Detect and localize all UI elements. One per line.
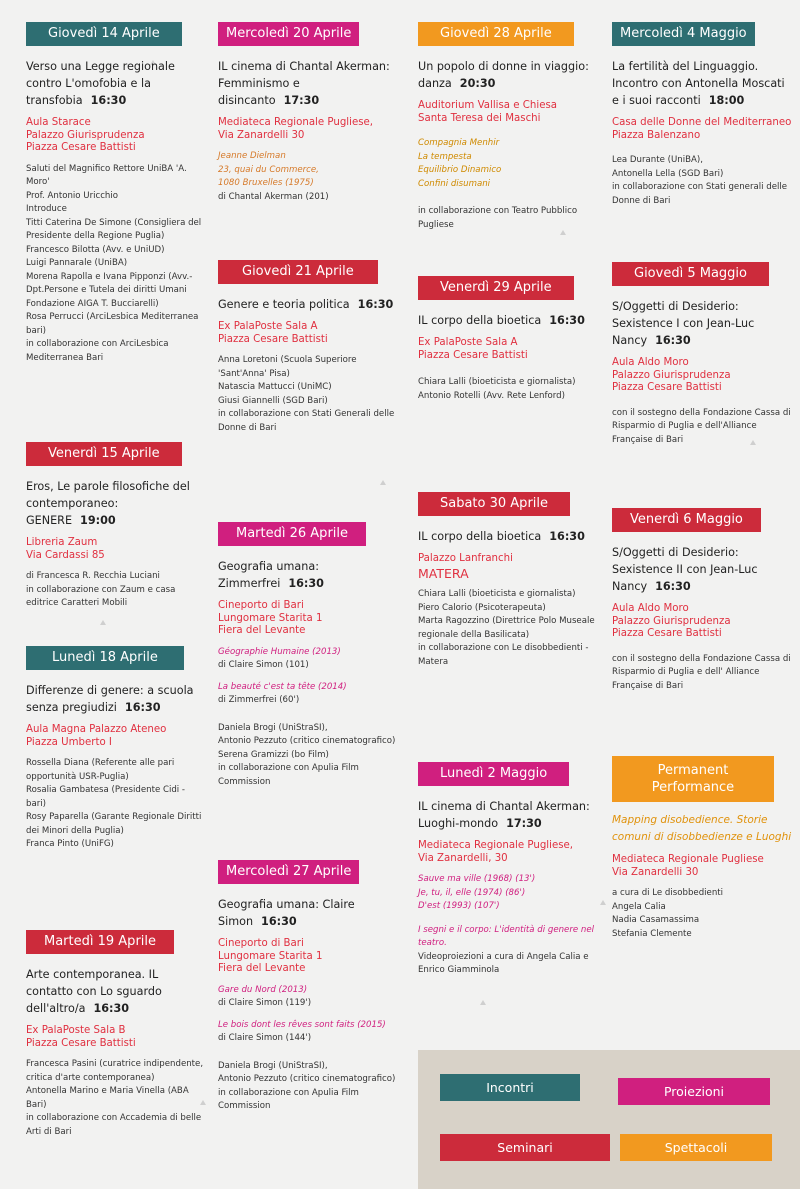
event-venue: Ex PalaPoste Sala B Piazza Cesare Battisti [26,1025,136,1049]
event-body: di Zimmerfrei (60') [218,695,300,705]
event-card [418,740,598,978]
event-body: Chiara Lalli (bioeticista e giornalista) Piero Calorio (Psicoterapeuta) Marta Ragozzino (Direttrice Polo Museale regionale della Basilicata) in collaborazione con Le disobbedienti - Matera [418,589,595,667]
event-venue: Mediateca Regionale Pugliese Via Zanardelli 30 [612,854,764,878]
event-body: Chiara Lalli (bioeticista e giornalista) Antonio Rotelli (Avv. Rete Lenford) [418,377,576,401]
event-title: Geografia umana: Zimmerfrei 16:30 [218,560,324,590]
event-body: Lea Durante (UniBA), Antonella Lella (SGD Bari) in collaborazione con Stati generali delle Donne di Bari [612,155,788,206]
event-date: Mercoledì 27 Aprile [218,860,359,884]
event-date: Venerdì 29 Aprile [418,276,574,300]
event-date: Martedì 26 Aprile [218,522,366,546]
event-date: Martedì 19 Aprile [26,930,174,954]
event-body: Daniela Brogi (UniStraSI), Antonio Pezzuto (critico cinematografico) Serena Gramizzi (bo Film) in collaborazione con Apulia Film Commission [218,722,396,787]
legend-proiezioni: Proiezioni [618,1078,770,1105]
event-body: Daniela Brogi (UniStraSI), Antonio Pezzuto (critico cinematografico) in collaborazione con Apulia Film Commission [218,1060,396,1111]
event-venue: Palazzo Lanfranchi [418,553,513,564]
event-body: a cura di Le disobbedienti Angela Calia Nadia Casamassima Stefania Clemente [612,888,724,939]
event-card [612,486,792,693]
film-title: Le bois dont les rêves sont faits (2015) [218,1019,386,1030]
event-date: Mercoledì 4 Maggio [612,22,755,46]
event-venue: Aula Aldo Moro Palazzo Giurisprudenza Piazza Cesare Battisti [612,603,731,639]
film-title: Géographie Humaine (2013) [218,646,341,657]
event-date: Giovedì 5 Maggio [612,262,769,286]
event-title: S/Oggetti di Desiderio: Sexistence II con Jean-Luc Nancy 16:30 [612,546,758,593]
event-date: Lunedì 2 Maggio [418,762,569,786]
event-title: IL corpo della bioetica 16:30 [418,314,585,327]
event-date: Giovedì 21 Aprile [218,260,378,284]
film-title: I segni e il corpo: L'identità di genere nel teatro. [418,924,595,948]
event-venue-city: MATERA [418,565,469,581]
event-venue: Aula Aldo Moro Palazzo Giurisprudenza Piazza Cesare Battisti [612,357,731,393]
event-venue: Ex PalaPoste Sala A Piazza Cesare Battisti [418,337,528,361]
event-card [26,624,206,852]
event-body: in collaborazione con Teatro Pubblico Pugliese [418,206,578,230]
event-body: di Chantal Akerman (201) [218,191,329,202]
event-card [218,500,398,789]
event-date: Giovedì 28 Aprile [418,22,574,46]
film-title: Sauve ma ville (1968) (13') Je, tu, il, elle (1974) (86') D'est (1993) (107') [418,874,536,911]
event-date: Sabato 30 Aprile [418,492,570,516]
performance-list: Compagnia Menhir La tempesta Equilibrio Dinamico Confini disumani [418,138,502,189]
film-title: Jeanne Dielman 23, quai du Commerce, 1080 Bruxelles (1975) [218,151,319,188]
event-venue: Auditorium Vallisa e Chiesa Santa Teresa dei Maschi [418,100,558,124]
event-card [418,254,598,403]
event-date: Permanent Performance [612,756,774,802]
event-title: Genere e teoria politica 16:30 [218,298,394,311]
event-date: Mercoledì 20 Aprile [218,22,359,46]
film-title: La beauté c'est ta tête (2014) [218,681,347,692]
event-card [218,238,398,435]
event-title: Geografia umana: Claire Simon 16:30 [218,898,355,928]
event-card [218,0,398,204]
event-venue: Mediateca Regionale Pugliese, Via Zanardelli, 30 [418,840,574,864]
event-title: Eros, Le parole filosofiche del contemporaneo: GENERE 19:00 [26,480,190,527]
event-body: Videoproiezioni a cura di Angela Calia e Enrico Giamminola [418,951,589,975]
film-title: Gare du Nord (2013) [218,984,308,995]
decor-triangle [380,480,386,485]
event-body: con il sostegno della Fondazione Cassa di Risparmio di Puglia e dell'Alliance Française di Bari [612,407,791,445]
legend-panel [418,1050,800,1189]
event-venue: Casa delle Donne del Mediterraneo Piazza Balenzano [612,117,792,141]
event-venue: Cineporto di Bari Lungomare Starita 1 Fiera del Levante [218,600,323,636]
event-card [418,0,598,232]
event-card [418,470,598,669]
legend-seminari: Seminari [440,1134,610,1161]
event-card [612,240,792,447]
event-body: di Claire Simon (119') [218,998,312,1008]
decor-triangle [480,1000,486,1005]
event-title: Arte contemporanea. IL contatto con Lo sguardo dell'altro/a 16:30 [26,968,162,1015]
event-card [612,734,792,941]
event-body: di Francesca R. Recchia Luciani in collaborazione con Zaum e casa editrice Caratteri Mobili [26,571,176,608]
event-body: Anna Loretoni (Scuola Superiore 'Sant'Anna' Pisa) Natascia Mattucci (UniMC) Giusi Giannelli (SGD Bari) in collaborazione con Stati Generali delle Donne di Bari [218,355,395,433]
event-body: Francesca Pasini (curatrice indipendente, critica d'arte contemporanea) Antonella Marino e Maria Vinella (ABA Bari) in collaborazione con Accademia di belle Arti di Bari [26,1059,204,1137]
event-venue: Libreria Zaum Via Cardassi 85 [26,537,105,561]
event-card [26,420,206,611]
event-card [26,908,206,1139]
event-venue: Mediateca Regionale Pugliese, Via Zanardelli 30 [218,117,374,141]
event-title: IL cinema di Chantal Akerman: Luoghi-mondo 17:30 [418,800,590,830]
event-title: S/Oggetti di Desiderio: Sexistence I con Jean-Luc Nancy 16:30 [612,300,755,347]
event-date: Venerdì 15 Aprile [26,442,182,466]
event-venue: Cineporto di Bari Lungomare Starita 1 Fiera del Levante [218,938,323,974]
event-venue: Aula Magna Palazzo Ateneo Piazza Umberto I [26,724,167,748]
event-title: IL corpo della bioetica 16:30 [418,530,585,543]
event-title: Mapping disobedience. Storie comuni di disobbedienze e Luoghi [612,814,792,843]
legend-spettacoli: Spettacoli [620,1134,772,1161]
event-venue: Ex PalaPoste Sala A Piazza Cesare Battisti [218,321,328,345]
event-title: Differenze di genere: a scuola senza pregiudizi 16:30 [26,684,194,714]
event-body: Rossella Diana (Referente alle pari opportunità USR-Puglia) Rosalia Gambatesa (Presidente Cidi - bari) Rosy Paparella (Garante Regionale Diritti dei Minori della Puglia) Franca Pinto (UniFG) [26,758,202,849]
event-title: La fertilità del Linguaggio. Incontro con Antonella Moscati e i suoi racconti 18:00 [612,60,785,107]
event-body: con il sostegno della Fondazione Cassa di Risparmio di Puglia e dell' Alliance Française di Bari [612,653,791,691]
event-title: Verso una Legge regionale contro L'omofobia e la transfobia 16:30 [26,60,175,107]
event-date: Lunedì 18 Aprile [26,646,184,670]
event-card [612,0,792,208]
event-date: Venerdì 6 Maggio [612,508,761,532]
event-body: Saluti del Magnifico Rettore UniBA 'A. Moro' Prof. Antonio Uricchio Introduce Titti Caterina De Simone (Consigliera del Presidente della Regione Puglia) Francesco Bilotta (Avv. e UniUD) Luigi Pannarale (UniBA) Morena Rapolla e Ivana Pipponzi (Avv.- Dpt.Persone e Tutela dei diritti Umani Fondazione AIGA T. Bucciarelli) Rosa Perrucci (ArciLesbica Mediterranea bari) in collaborazione con ArciLesbica Mediterranea Bari [26,163,202,363]
legend-incontri: Incontri [440,1074,580,1101]
event-title: Un popolo di donne in viaggio: danza 20:30 [418,60,589,90]
event-venue: Aula Starace Palazzo Giurisprudenza Piazza Cesare Battisti [26,117,145,153]
event-title: IL cinema di Chantal Akerman: Femminismo e disincanto 17:30 [218,60,390,107]
event-card [26,0,206,365]
event-date: Giovedì 14 Aprile [26,22,182,46]
event-card [218,838,398,1114]
event-body: di Claire Simon (144') [218,1033,312,1043]
event-body: di Claire Simon (101) [218,660,309,670]
decor-triangle [600,900,606,905]
